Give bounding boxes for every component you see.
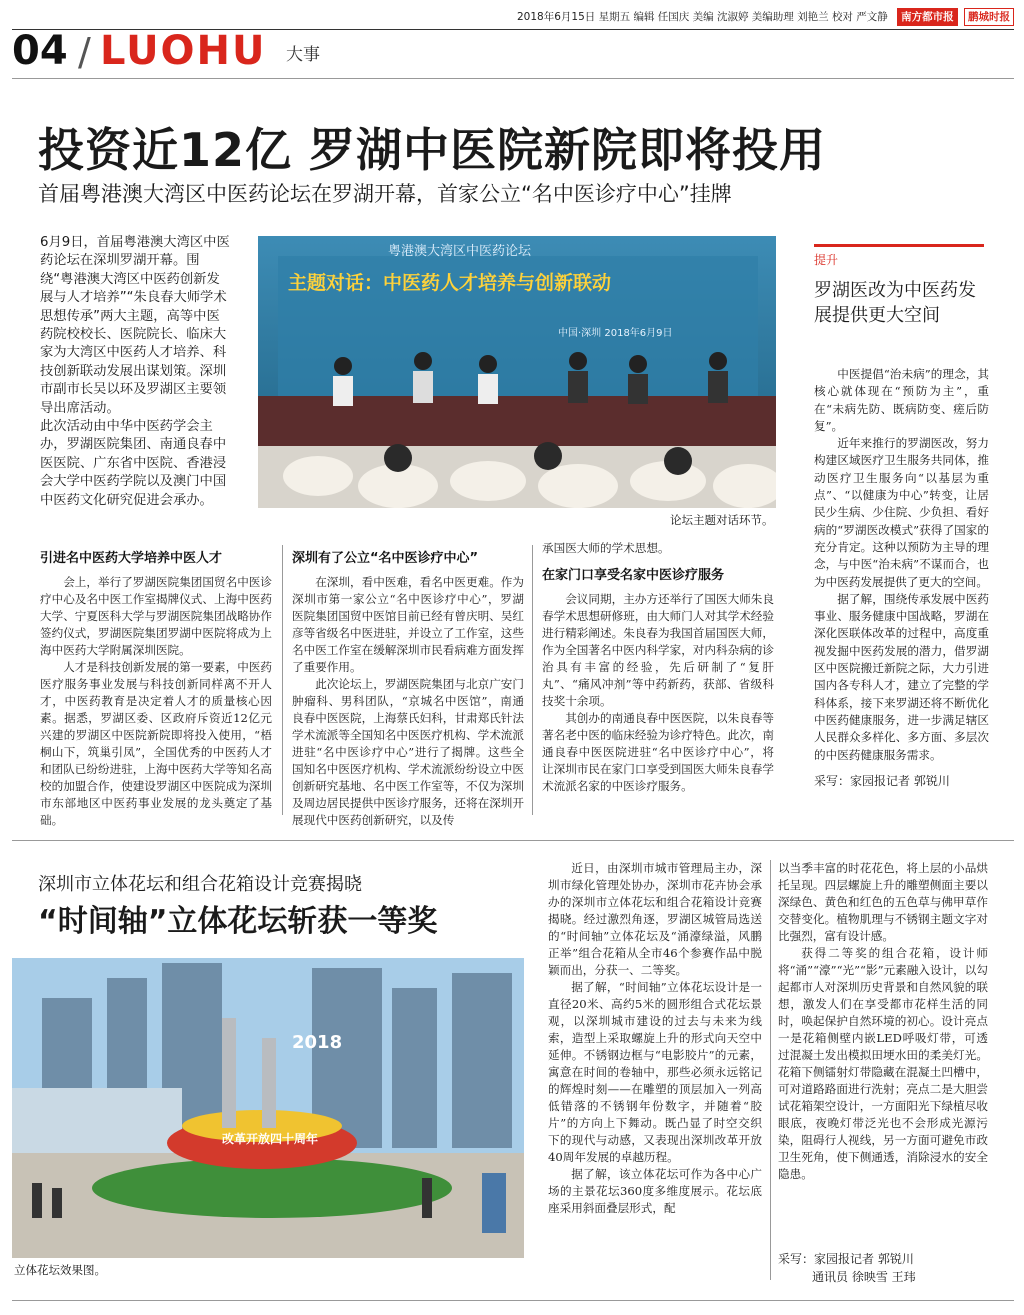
section-name: LUOHU [100, 28, 267, 74]
banner-date: 中国·深圳 2018年6月9日 [558, 328, 673, 339]
story2-colA [548, 860, 762, 1217]
col1 [40, 550, 272, 829]
story2-headline: “时间轴”立体花坛斩获一等奖 [38, 904, 438, 939]
col1-p2: 人才是科技创新发展的第一要素，中医药医疗服务事业发展与科技创新同样离不开人才，中医药教育是决定着人才的质量核心因素。据悉，罗湖区委、区政府斥资近12亿元兴建的罗湖区中医院新院即将投入使用，“梧桐山下，筑巢引凤”，全国优秀的中医药人才和团队已纷纷进驻，上海中医药大学等知名高校的加盟合作，使建设罗湖区中医院成为深圳市东部地区中医药事业发展的龙头奠定了基础。 [40, 660, 272, 827]
story2-colA-p3: 据了解，该立体花坛可作为各中心广场的主景花坛360度多维度展示。花坛底座采用斜面叠层形式，配 [548, 1167, 762, 1215]
col2-p2: 此次论坛上，罗湖医院集团与北京广安门肿瘤科、男科团队，“京城名中医馆”，南通良春中医医院，上海蔡氏妇科，甘肃郑氏针法学术流派等全国知名中医医疗机构、学术流派进驻“名中医诊疗中心”进行了揭牌。这些全国知名中医医疗机构、学术流派纷纷设立中医创新研究基地、名中医工作室等，不仅为深圳及周边居民提供中医诊疗服务，还将在深圳开展现代中医药创新研究，以及传 [292, 677, 524, 827]
flowerbed-year: 2018 [292, 1032, 343, 1053]
forum-photo [258, 236, 776, 508]
divider [282, 545, 283, 815]
col3 [542, 540, 774, 795]
col2-p1: 在深圳，看中医难，看名中医更难。作为深圳市第一家公立“名中医诊疗中心”，罗湖医院集团国贸中医馆目前已经有曾庆明、吴红彦等省级名中医进驻，并设立了工作室，这些名中医工作室在缓解深圳市民看病难方面发挥了重要作用。 [292, 575, 524, 674]
masthead-text: 2018年6月15日 星期五 编辑 任国庆 美编 沈淑婷 美编助理 刘艳兰 校对 严文静 [517, 11, 888, 23]
col1-title: 引进名中医药大学培养中医人才 [40, 551, 223, 566]
sidebar-p3: 据了解，围绕传承发展中医药事业、服务健康中国战略，罗湖在深化医联体改革的过程中，高度重视发掘中医药发展的潜力，借罗湖区中医院搬迁新院之际，大力引进国内各专科人才，建立了完整的学科体系，接下来罗湖还将不断优化中医药健康服务，进一步满足辖区人民群众多样化、多方面、多层次的中医药健康服务需求。 [814, 591, 989, 762]
col3-title: 在家门口享受名家中医诊疗服务 [542, 568, 725, 583]
banner-main: 主题对话：中医药人才培养与创新联动 [288, 272, 612, 294]
flowerbed-image [12, 958, 524, 1258]
story2-colB-p0: 以当季丰富的时花花色，将上层的小品烘托呈现。四层螺旋上升的雕塑侧面主要以深绿色、黄色和红色的五色草与佛甲草作交替变化。植物肌理与不锈钢主题文字对比强烈，富有设计感。 [778, 861, 988, 943]
col3-p2: 其创办的南通良春中医医院，以朱良春等著名老中医的临床经验为诊疗特色。此次，南通良春中医医院进驻“名中医诊疗中心”，将让深圳市民在家门口享受到国医大师朱良春学术流派名家的中医诊疗服务。 [542, 711, 774, 793]
masthead-info [20, 6, 1014, 28]
col3-p1: 会议同期，主办方还举行了国医大师朱良春学术思想研修班，由大师门人对其学术经验进行精彩阐述。朱良春为我国首届国医大师，作为全国著名中医内科学家，对内科杂病的诊治具有丰富的经验，先后研制了“复肝丸”、“痛风冲剂”等中药新药，获部、省级科技奖十余项。 [542, 592, 774, 708]
col2-body [292, 574, 524, 829]
section-tag: 大事 [286, 45, 320, 65]
sidebar-p1: 中医提倡“治未病”的理念，其核心就体现在“预防为主”，重在“未病先防、既病防变、瘥后防复”。 [814, 367, 989, 433]
divider [770, 860, 771, 1280]
col1-p1: 会上，举行了罗湖医院集团国贸名中医诊疗中心及名中医工作室揭牌仪式、上海中医药大学、宁夏医科大学与罗湖医院集团战略协作签约仪式，罗湖医院集团罗湖中医院将成为上海中医药大学附属深圳医院。 [40, 575, 272, 657]
story2-colA-p1: 近日，由深圳市城市管理局主办，深圳市绿化管理处协办，深圳市花卉协会承办的深圳市立体花坛和组合花箱设计竞赛揭晓。经过激烈角逐，罗湖区城管局选送的“时间轴”立体花坛及“涌濠绿溢，风鹏正举”组合花箱从全市46个参赛作品中脱颖而出，分获一、二等奖。 [548, 861, 762, 977]
col2 [292, 550, 524, 829]
story-divider [12, 840, 1014, 841]
story2-byline2: 通讯员 徐映雪 王玮 [812, 1270, 916, 1284]
banner-top: 粤港澳大湾区中医药论坛 [388, 244, 532, 259]
section-slash: / [78, 30, 91, 74]
bottom-rule [12, 1300, 1014, 1301]
newspaper-logo: 南方都市报 [897, 8, 958, 26]
lead-paragraph [40, 234, 232, 510]
sidebar-body [814, 366, 989, 790]
main-headline: 投资近12亿 罗湖中医院新院即将投用 [38, 123, 827, 177]
story2-colA-p2: 据了解，“时间轴”立体花坛设计是一直径20米、高约5米的圆形组合式花坛景观，以深圳城市建设的过去与未来为线索，造型上采取螺旋上升的形式向天空中延伸。不锈钢边框与“电影胶片”的元素，寓意在时间的卷轴中，那些必须永远铭记的辉煌时刻——在雕塑的顶层加入一列高低错落的不锈钢年份数字，并随着“胶片”的方向上下舞动。既凸显了时空交织下的现代与动感，又表现出深圳改革开放40周年发展的卓越历程。 [548, 980, 762, 1164]
sidebar-title: 罗湖医改为中医药发展提供更大空间 [814, 280, 976, 326]
forum-photo-caption: 论坛主题对话环节。 [670, 513, 774, 527]
col3-body [542, 591, 774, 795]
lead-p1: 6月9日，首届粤港澳大湾区中医药论坛在深圳罗湖开幕。围绕“粤港澳大湾区中医药创新发展与人才培养”“朱良春大师学术思想传承”两大主题，高等中医药院校校长、医院院长、临床大家为大湾区中医药人才培养、科技创新联动发展出谋划策。深圳市副市长吴以环及罗湖区主要领导出席活动。 [40, 235, 230, 416]
story2-byline1: 采写：家园报记者 郭锐川 [778, 1252, 914, 1266]
section-rule [12, 78, 1014, 79]
story2-kicker: 深圳市立体花坛和组合花箱设计竞赛揭晓 [38, 874, 362, 895]
story2-byline [778, 1250, 916, 1286]
edition-logo: 鹏城时报 [964, 8, 1014, 26]
col2-title: 深圳有了公立“名中医诊疗中心” [292, 551, 479, 566]
story2-colB-p1: 获得二等奖的组合花箱，设计师将“涌”“濠”“光”“影”元素融入设计，以勾起都市人对深圳历史背景和自然风貌的联想，激发人们在享受都市花样生活的同时，唤起保护自然环境的初心。设计亮点一是花箱侧壁内嵌LED呼吸灯带，可透过混凝土发出模拟田埂水田的柔美灯光。花箱下侧镭射灯带隐藏在混凝土凹槽中，可对道路路面进行洗射；亮点二是大胆尝试花箱架空设计，一方面阳光下绿植尽收眼底，夜晚灯带泛光也不会形成光源污染，阻碍行人视线，另一方面可避免市政卫生死角，使下侧通透，消除浸水的安全隐患。 [778, 946, 988, 1181]
sidebar-p2: 近年来推行的罗湖医改，努力构建区域医疗卫生服务共同体，推动医疗卫生服务向“以基层为重点”、“以健康为中心”转变，让居民少生病、少住院、少负担、看好病的“罗湖医改模式”获得了国家的充分肯定。这种以预防为主导的理念，与中医“治未病”不谋而合，也为中医药发展提供了更大的空间。 [814, 436, 989, 589]
flowerbed-caption: 立体花坛效果图。 [14, 1263, 106, 1277]
lead-p2: 此次活动由中华中医药学会主办，罗湖医院集团、南通良春中医医院、广东省中医院、香港浸会大学中医药学院以及澳门中国中医药文化研究促进会承办。 [40, 419, 227, 508]
col1-body [40, 574, 272, 829]
story2-colB [778, 860, 988, 1183]
page-number: 04 [12, 28, 68, 74]
main-subhead: 首届粤港澳大湾区中医药论坛在罗湖开幕，首家公立“名中医诊疗中心”挂牌 [38, 182, 732, 206]
col3-carry: 承国医大师的学术思想。 [542, 541, 670, 555]
sidebar-byline: 采写：家园报记者 郭锐川 [814, 773, 950, 788]
flowerbed-photo [12, 958, 524, 1258]
flowerbed-banner: 改革开放四十周年 [222, 1132, 319, 1146]
sidebar-tag: 提升 [814, 244, 984, 268]
divider [532, 545, 533, 815]
